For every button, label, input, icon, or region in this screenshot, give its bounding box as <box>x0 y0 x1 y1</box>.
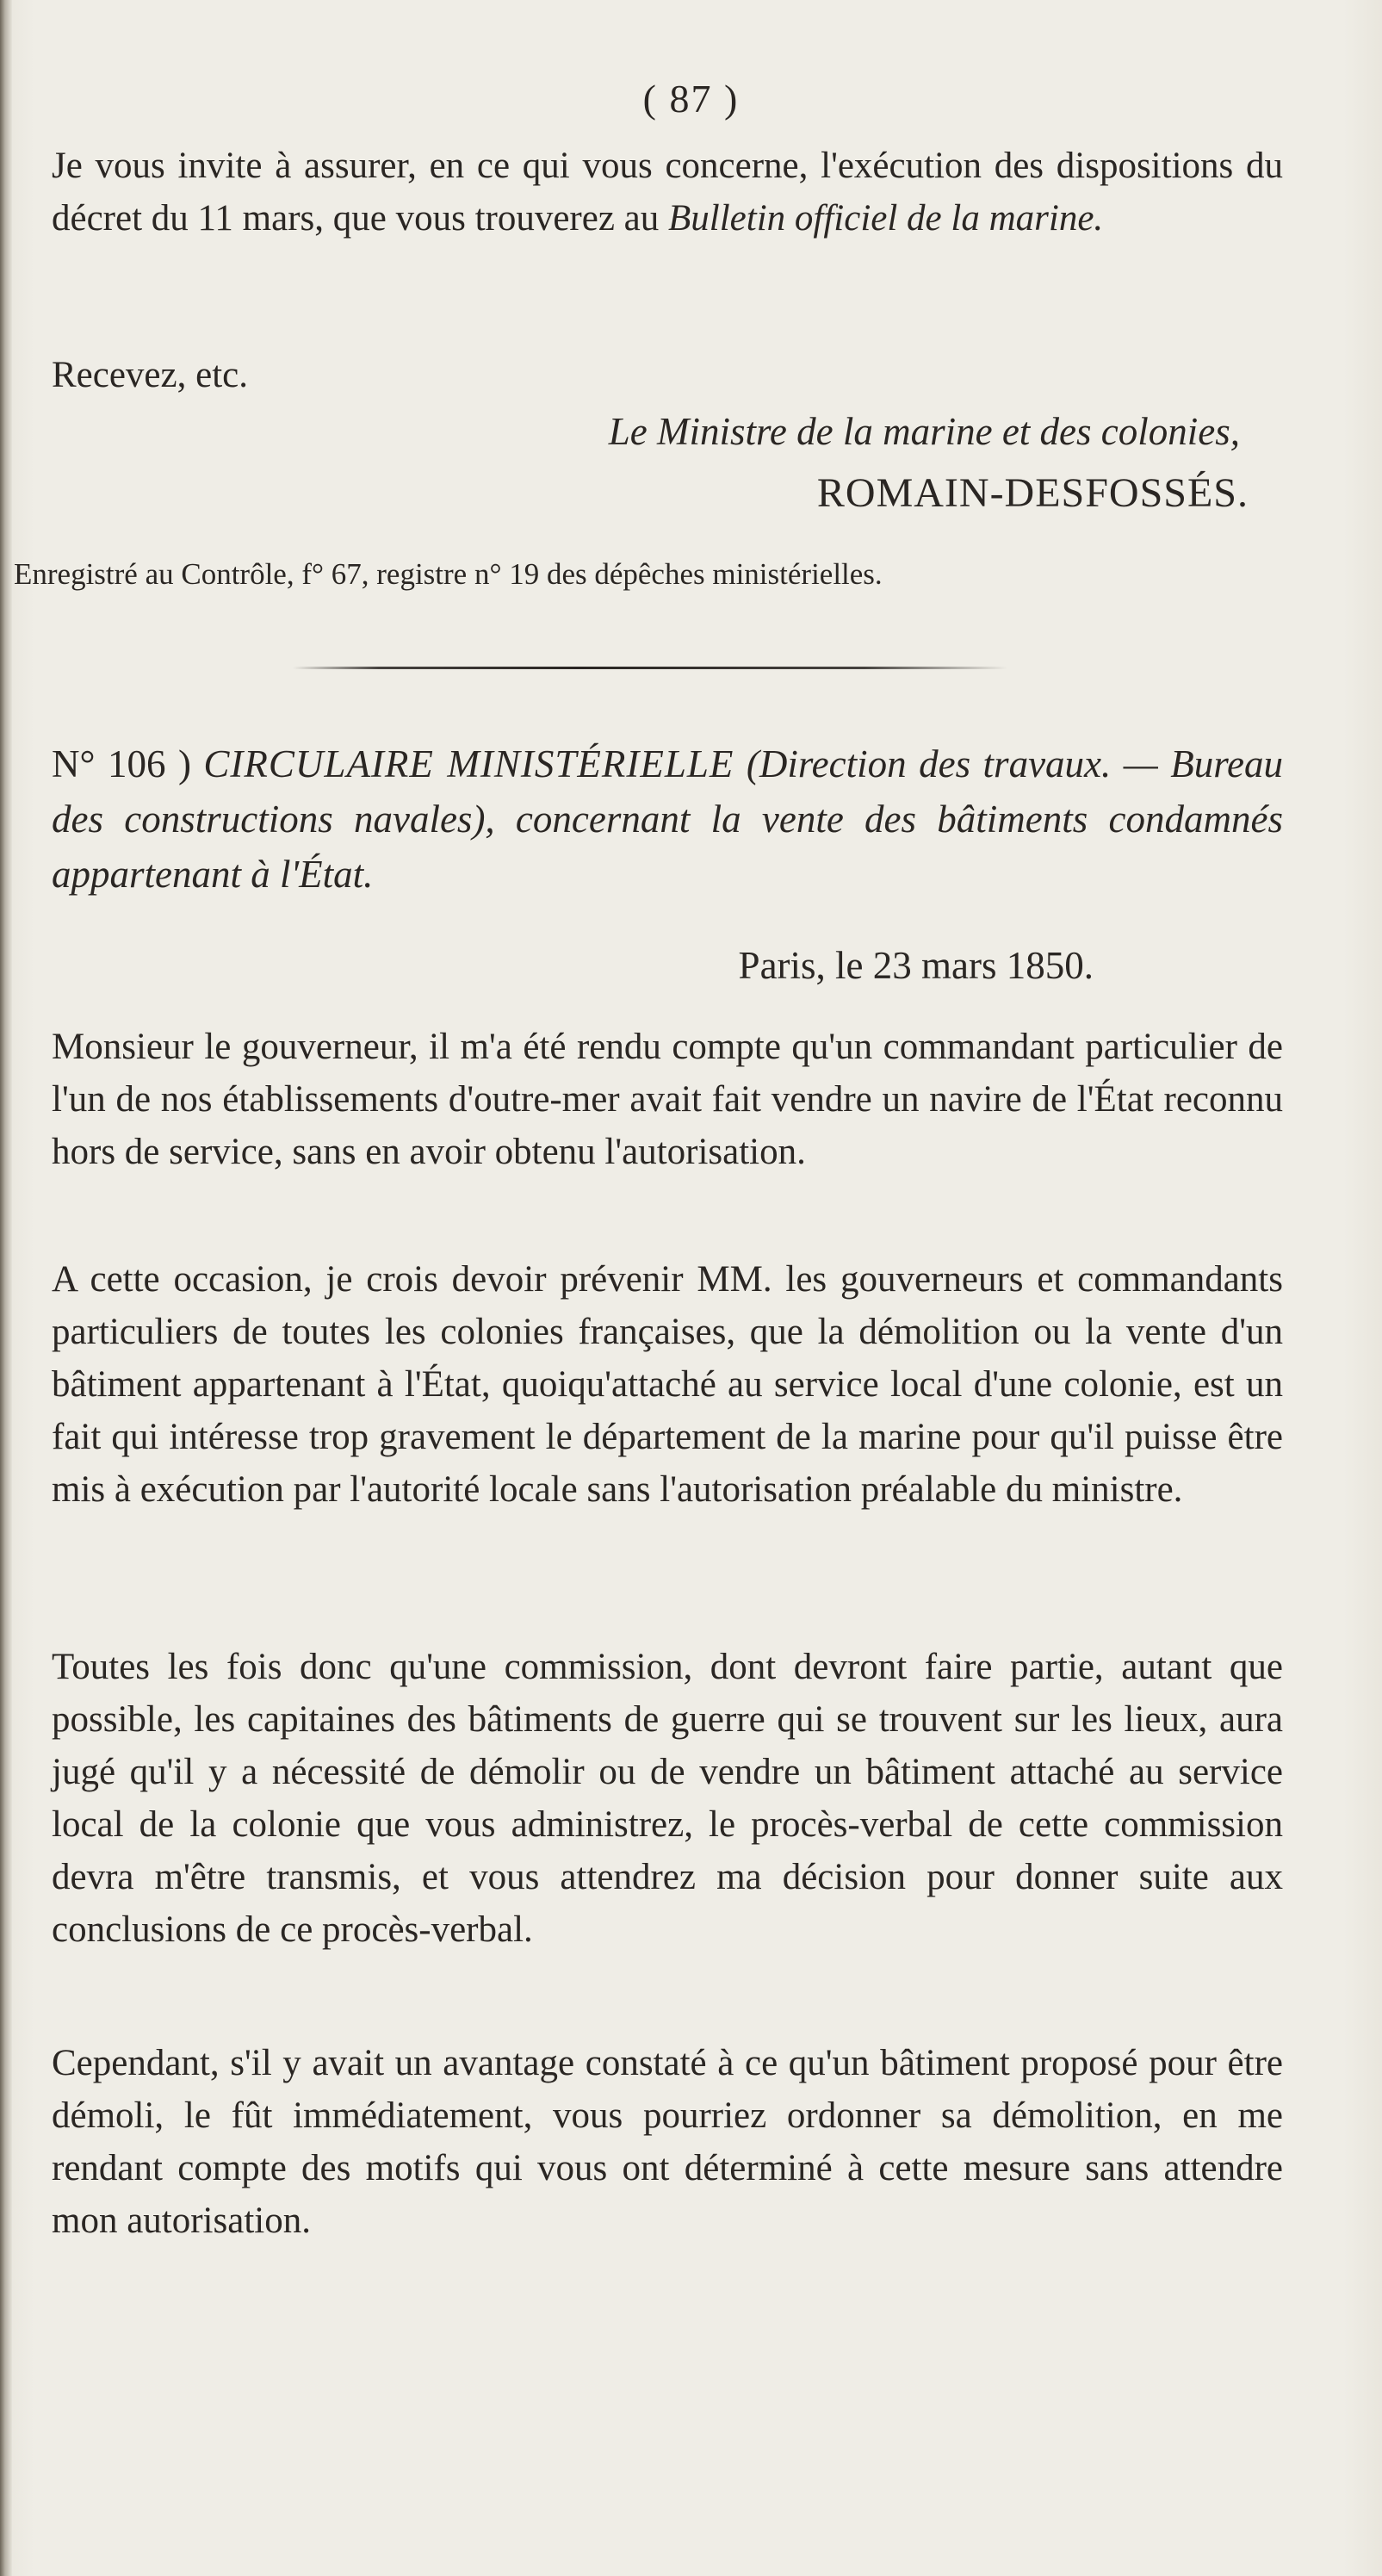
circular-heading <box>52 736 1283 902</box>
paragraph-4-text: Cependant, s'il y avait un avantage constaté à ce qu'un bâtiment proposé pour être démoli, le fût immédiatement, vous pourriez ordonner sa démolition, en me rendant compte des motifs qui vous ont déterminé à cette mesure sans attendre mon autorisation. <box>52 2043 1283 2241</box>
paragraph-3-text: Toutes les fois donc qu'une commission, dont devront faire partie, autant que possible, les capitaines des bâtiments de guerre qui se trouvent sur les lieux, aura jugé qu'il y a nécessité de démolir ou de vendre un bâtiment attaché au service local de la colonie que vous administrez, le procès-verbal de cette commission devra m'être transmis, et vous attendrez ma décision pour donner suite aux conclusions de ce procès-verbal. <box>52 1647 1283 1950</box>
page-left-edge <box>0 0 12 2576</box>
paragraph-1-text: Monsieur le gouverneur, il m'a été rendu compte qu'un commandant particulier de l'un de nos établissements d'outre-mer avait fait vendre un navire de l'État reconnu hors de service, sans en avoir obtenu l'autorisation. <box>52 1027 1283 1172</box>
page-number: ( 87 ) <box>642 77 740 121</box>
paragraph-2-text: A cette occasion, je crois devoir prévenir MM. les gouverneurs et commandants particuliers de toutes les colonies françaises, que la démolition ou la vente d'un bâtiment appartenant à l'État, quoiqu'attaché au service local d'une colonie, est un fait qui intéresse trop gravement le département de la marine pour qu'il puisse être mis à exécution par l'autorité locale sans l'autorisation préalable du ministre. <box>52 1259 1283 1510</box>
signature-title: Le Ministre de la marine et des colonies, <box>608 410 1240 453</box>
signature-name: ROMAIN-DESFOSSÉS. <box>816 470 1249 516</box>
closing-line <box>52 349 1283 401</box>
body-paragraph-4 <box>52 2037 1283 2247</box>
dateline: Paris, le 23 mars 1850. <box>738 944 1094 987</box>
register-note: Enregistré au Contrôle, f° 67, registre n° 19 des dépêches ministérielles. <box>14 557 883 591</box>
body-paragraph-2 <box>52 1253 1283 1516</box>
body-paragraph-3 <box>52 1641 1283 1956</box>
intro-paragraph <box>52 140 1283 245</box>
intro-text: Je vous invite à assurer, en ce qui vous concerne, l'exécution des dispositions du décret du 11 mars, que vous trouverez au <box>52 146 1283 239</box>
circular-title-caps: CIRCULAIRE MINISTÉRIELLE <box>203 742 734 785</box>
body-paragraph-1 <box>52 1021 1283 1178</box>
section-divider <box>293 667 1007 669</box>
circular-number: N° 106 ) <box>52 742 191 785</box>
circular-title-rest: (Direction des travaux. — Bureau des constructions navales), concernant la vente des bâtiments condamnés appartenant à l'État. <box>52 742 1284 896</box>
closing-text: Recevez, etc. <box>52 355 248 395</box>
bulletin-reference: Bulletin officiel de la marine. <box>668 198 1104 239</box>
